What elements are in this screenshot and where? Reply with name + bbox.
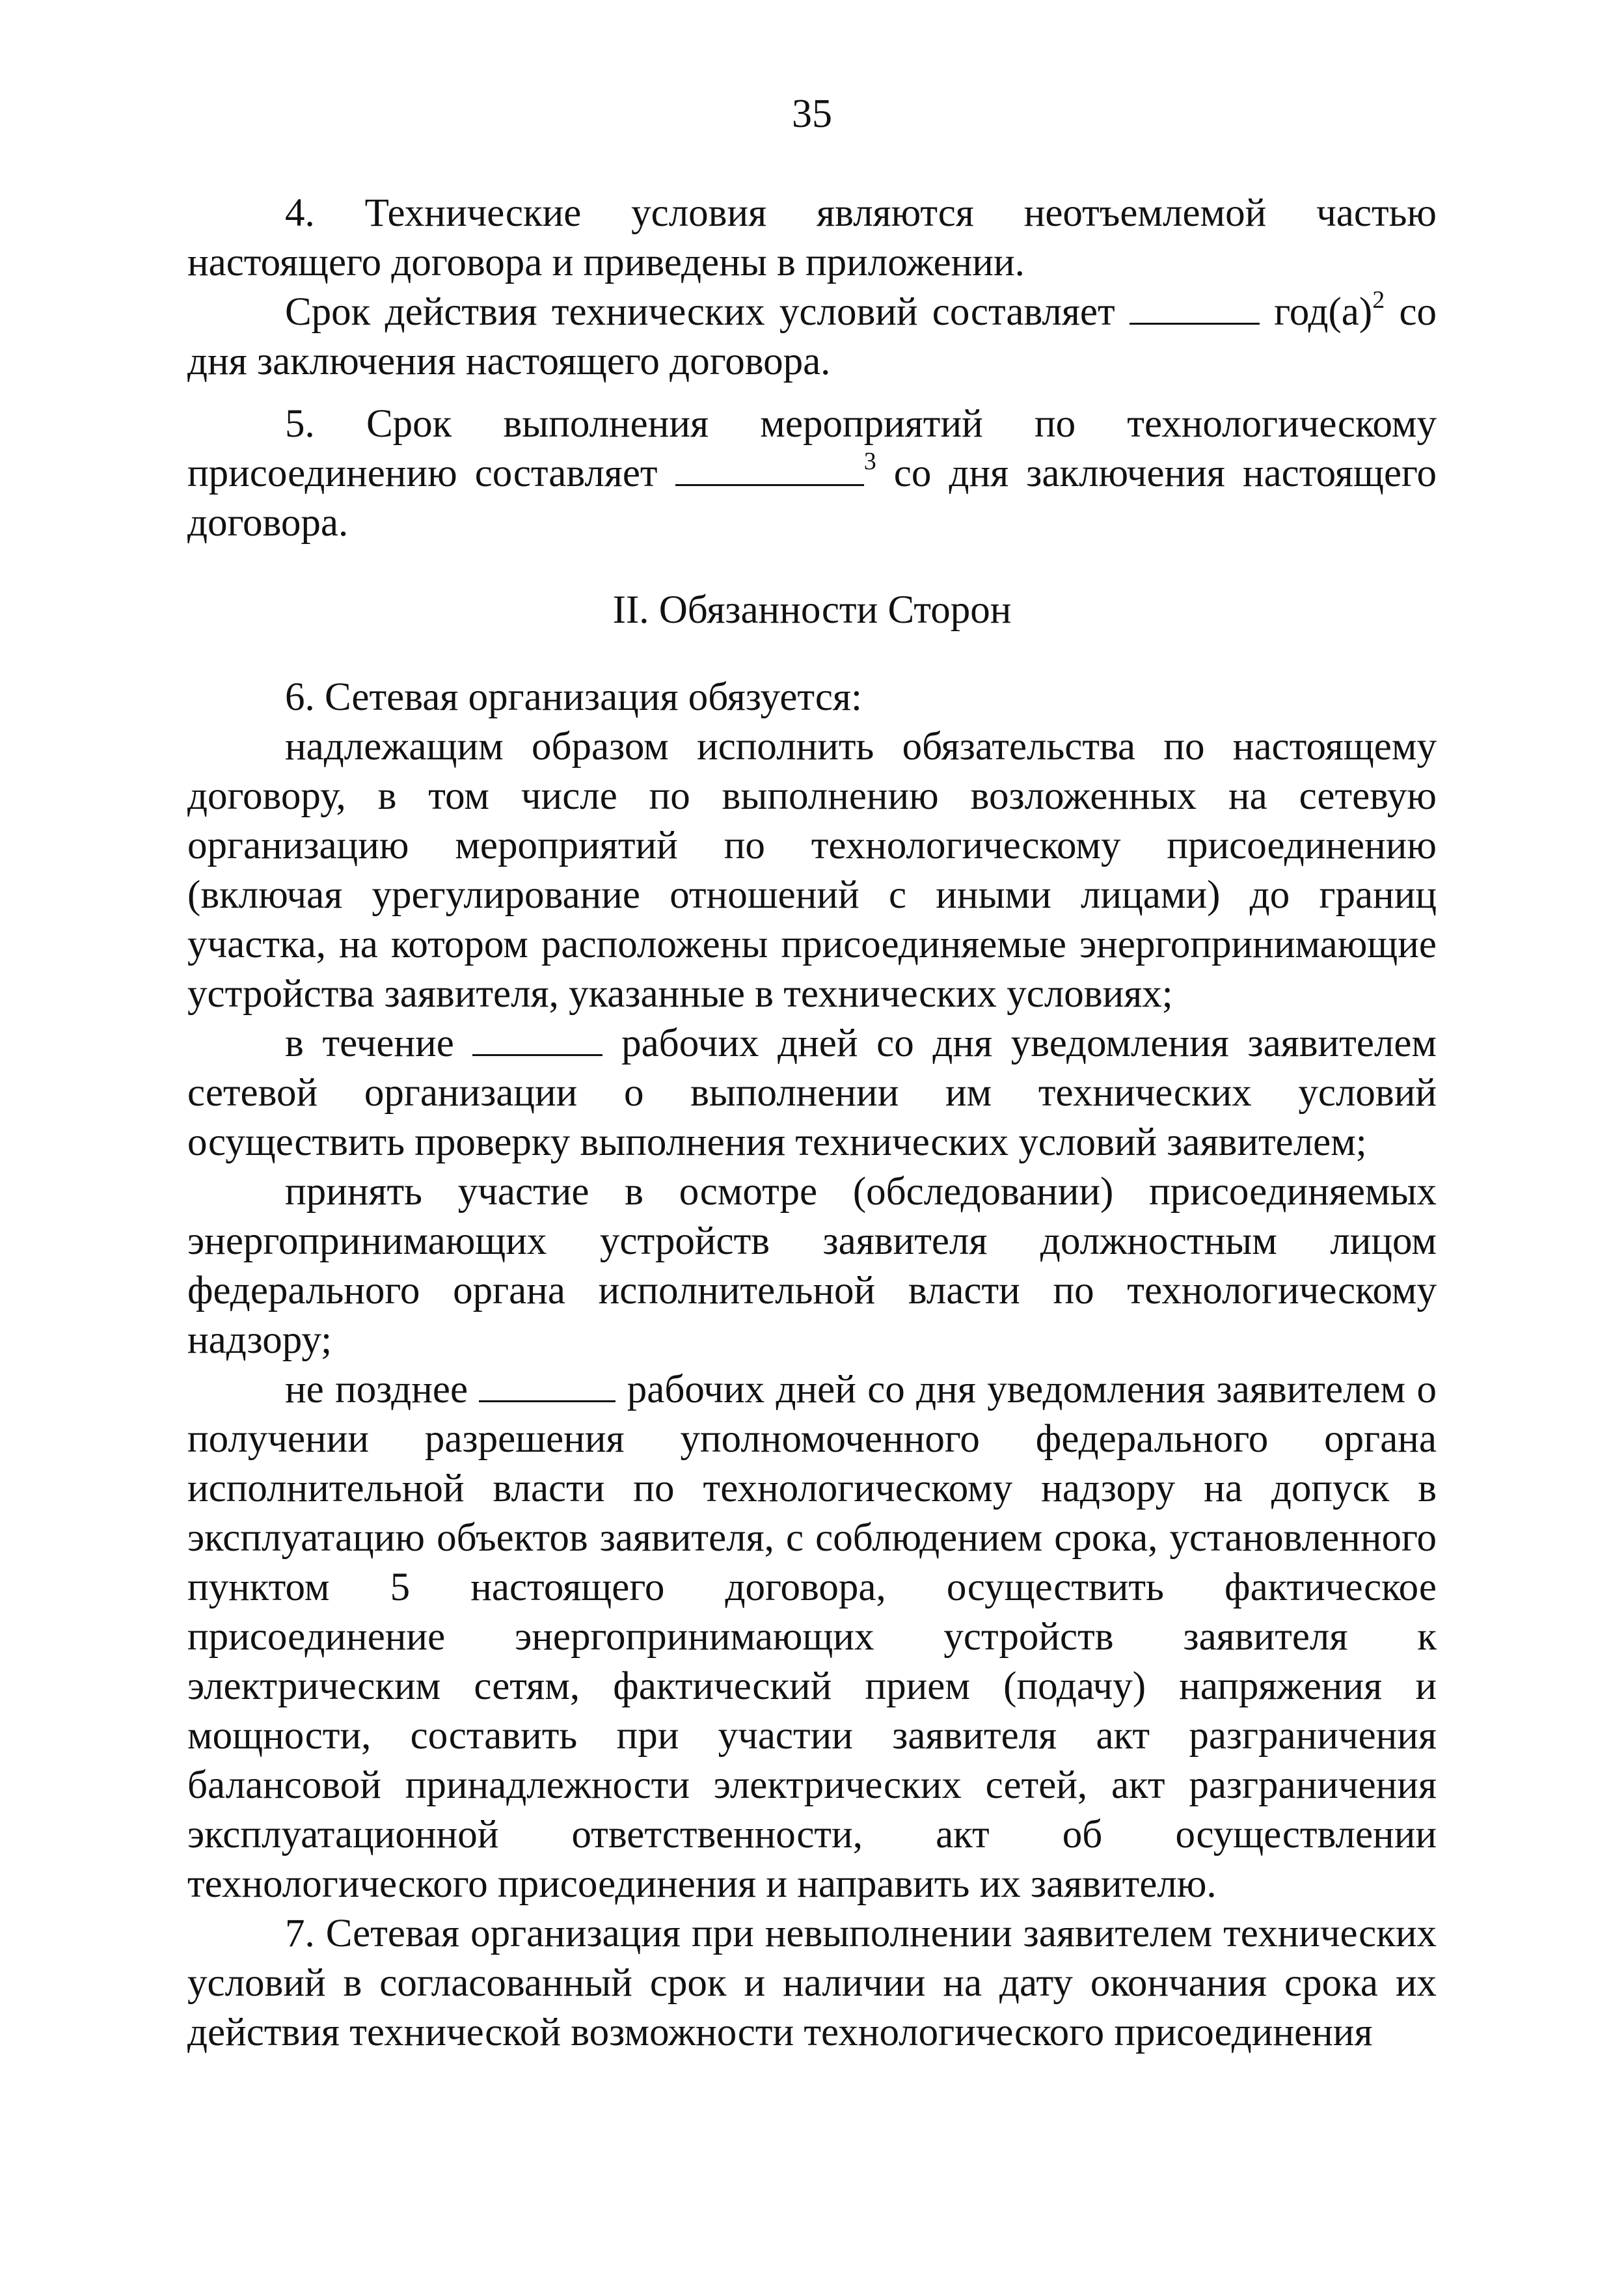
item-2-blank-line: [472, 1020, 602, 1056]
paragraph-6-item-4: [187, 1365, 1437, 1909]
item-2-text-post: рабочих дней со дня уведомления заявителем сетевой организации о выполнении им технических условий осуществить проверку выполнения технических условий заявителем;: [187, 1022, 1437, 1164]
paragraph-5-text-pre: 5. Срок выполнения мероприятий по технологическому присоединению составляет: [187, 402, 1437, 495]
paragraph-4-text: 4. Технические условия являются неотъемлемой частью настоящего договора и приведены в приложении.: [187, 191, 1437, 284]
paragraph-6-item-1: надлежащим образом исполнить обязательства по настоящему договору, в том числе по выполнению возложенных на сетевую организацию мероприятий по технологическому присоединению (включая урегулирование отношений с иными лицами) до границ участка, на котором расположены присоединяемые энергопринимающие устройства заявителя, указанные в технических условиях;: [187, 725, 1437, 1016]
footnote-ref-2: 2: [1372, 286, 1385, 314]
item-4-text-post: рабочих дней со дня уведомления заявителем о получении разрешения уполномоченного федерального органа исполнительной власти по технологическому надзору на допуск в эксплуатацию объектов заявителя, с соблюдением срока, установленного пунктом 5 настоящего договора, осуществить фактическое присоединение энергопринимающих устройств заявителя к электрическим сетям, фактический прием (подачу) напряжения и мощности, составить при участии заявителя акт разграничения балансовой принадлежности электрических сетей, акт разграничения эксплуатационной ответственности, акт об осуществлении технологического присоединения и направить их заявителю.: [187, 1368, 1437, 1906]
paragraph-4: [187, 189, 1437, 288]
item-4-text-pre: не позднее: [285, 1368, 468, 1411]
paragraph-7: 7. Сетевая организация при невыполнении заявителем технических условий в согласованный срок и наличии на дату окончания срока их действия технической возможности технологического присоединения: [187, 1912, 1437, 2054]
footnote-ref-3: 3: [863, 448, 876, 475]
section-heading: II. Обязанности Сторон: [612, 588, 1012, 632]
paragraph-5-blank-line: [675, 450, 864, 486]
item-4-blank-line: [479, 1366, 616, 1402]
item-2-text-pre: в течение: [285, 1022, 454, 1065]
paragraph-5: [187, 400, 1437, 548]
term-blank-line: [1130, 289, 1260, 325]
term-text-post: со дня заключения настоящего договора.: [187, 290, 1437, 383]
page-number: 35: [792, 92, 832, 136]
document-body: [187, 189, 1437, 2058]
paragraph-6-item-3: принять участие в осмотре (обследовании) присоединяемых энергопринимающих устройств заявителя должностным лицом федерального органа исполнительной власти по технологическому надзору;: [187, 1170, 1437, 1362]
paragraph-4-term: [187, 288, 1437, 387]
term-text-pre: Срок действия технических условий составляет: [285, 290, 1115, 334]
term-unit: год(а): [1274, 290, 1373, 334]
paragraph-6-item-2: [187, 1019, 1437, 1167]
paragraph-5-text-post: со дня заключения настоящего договора.: [187, 452, 1437, 545]
paragraph-6-intro: 6. Сетевая организация обязуется:: [285, 675, 862, 719]
